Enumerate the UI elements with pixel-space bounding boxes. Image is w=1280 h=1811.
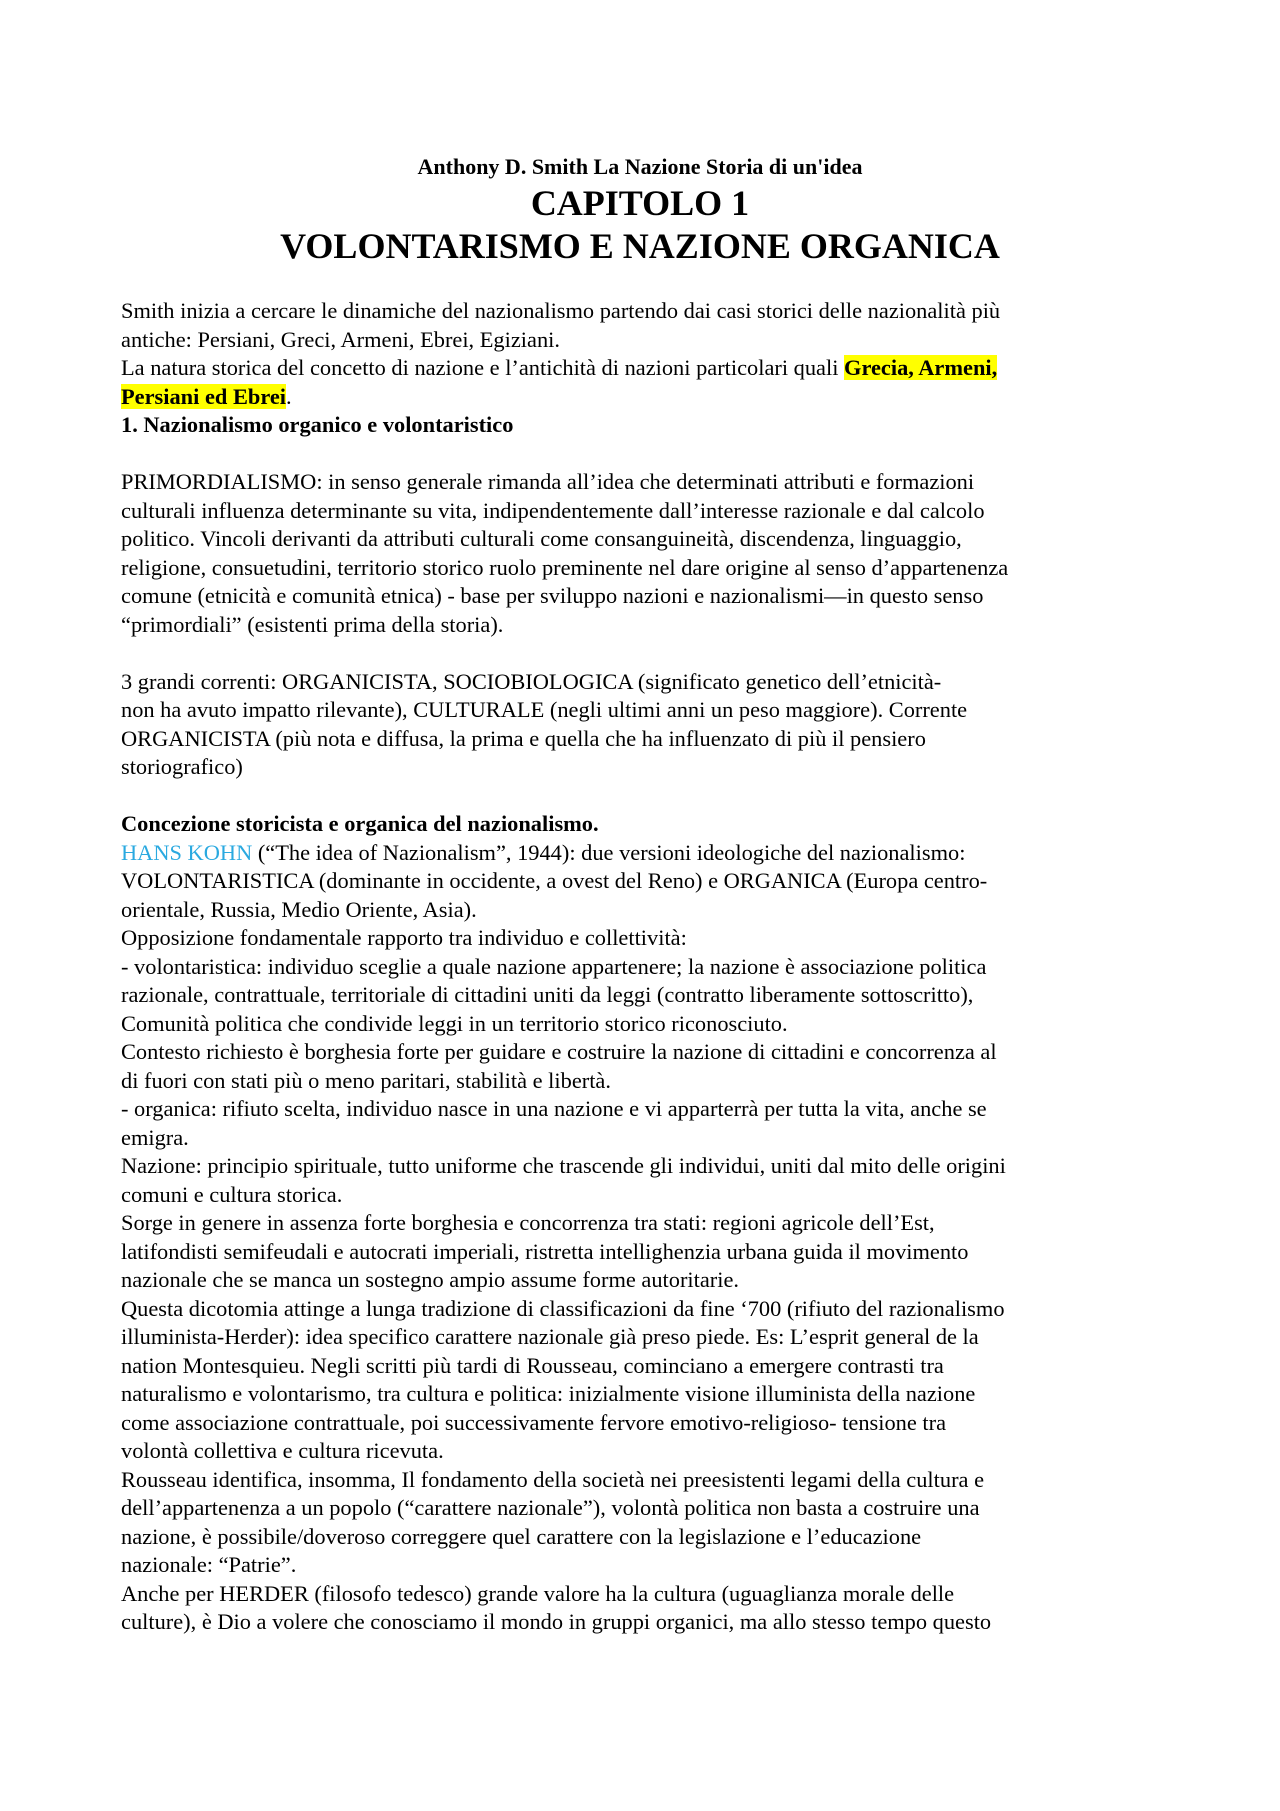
- chapter-heading: CAPITOLO 1: [530, 183, 750, 223]
- text-line: ORGANICISTA (più nota e diffusa, la prima e quella che ha influenzato di più il pensiero: [121, 725, 926, 751]
- text-line: politico. Vincoli derivanti da attributi culturali come consanguineità, discendenza, linguaggio,: [121, 526, 962, 551]
- text-line: nazione, è possibile/doveroso correggere quel carattere con la legislazione e l’educazione: [121, 1523, 922, 1549]
- text-line: “primordiali” (esistenti prima della storia).: [121, 611, 504, 637]
- text-span: (“The idea of Nazionalism”, 1944): due versioni ideologiche del nazionalismo:: [252, 839, 966, 865]
- text-line: nazionale: “Patrie”.: [121, 1552, 297, 1577]
- text-line: culture), è Dio a volere che conosciamo il mondo in gruppi organici, ma allo stesso tempo questo: [121, 1609, 992, 1634]
- text-line: comuni e cultura storica.: [121, 1181, 343, 1207]
- text-line: Rousseau identifica, insomma, Il fondamento della società nei preesistenti legami della cultura e: [121, 1466, 985, 1492]
- text-span: La natura storica del concetto di nazione e l’antichità di nazioni particolari quali: [121, 355, 845, 380]
- highlighted-text: Grecia, Armeni,: [844, 355, 998, 380]
- text-line: volontà collettiva e cultura ricevuta.: [121, 1438, 444, 1463]
- text-line: Sorge in genere in assenza forte borghesia e concorrenza tra stati: regioni agricole dell’Est,: [121, 1210, 935, 1235]
- text-line: di fuori con stati più o meno paritari, stabilità e libertà.: [121, 1067, 611, 1093]
- text-line: antiche: Persiani, Greci, Armeni, Ebrei, Egiziani.: [121, 326, 560, 352]
- text-span: .: [286, 383, 292, 409]
- text-line: naturalismo e volontarismo, tra cultura e politica: inizialmente visione illuminista della nazione: [121, 1381, 976, 1406]
- main-paragraphs: [121, 867, 1161, 1637]
- text-line: dell’appartenenza a un popolo (“carattere nazionale”), volontà politica non basta a costruire una: [121, 1495, 980, 1520]
- section-heading: 1. Nazionalismo organico e volontaristico: [121, 412, 514, 437]
- text-line: Anche per HERDER (filosofo tedesco) grande valore ha la cultura (uguaglianza morale delle: [121, 1580, 955, 1606]
- text-line: illuminista-Herder): idea specifico carattere nazionale già preso piede. Es: L’esprit general de la: [121, 1324, 979, 1349]
- section-heading: Concezione storicista e organica del nazionalismo.: [121, 811, 599, 836]
- text-line: orientale, Russia, Medio Oriente, Asia).: [121, 896, 477, 922]
- text-line: Opposizione fondamentale rapporto tra individuo e collettività:: [121, 925, 687, 950]
- text-line: nazionale che se manca un sostegno ampio assume forme autoritarie.: [121, 1267, 740, 1292]
- text-line: non ha avuto impatto rilevante), CULTURALE (negli ultimi anni un peso maggiore). Corrente: [121, 697, 968, 722]
- text-line: Questa dicotomia attinge a lunga tradizione di classificazioni da fine ‘700 (rifiuto del razionalismo: [121, 1295, 1005, 1321]
- text-line: latifondisti semifeudali e autocrati imperiali, ristretta intellighenzia urbana guida il movimento: [121, 1238, 969, 1264]
- primordialismo-paragraph: [121, 468, 1161, 639]
- text-line: 3 grandi correnti: ORGANICISTA, SOCIOBIOLOGICA (significato genetico dell’etnicità-: [121, 668, 942, 694]
- author-name-link[interactable]: HANS KOHN: [121, 839, 253, 865]
- text-line: VOLONTARISTICA (dominante in occidente, a ovest del Reno) e ORGANICA (Europa centro-: [121, 868, 988, 893]
- text-line: come associazione contrattuale, poi successivamente fervore emotivo-religioso- tensione tra: [121, 1409, 947, 1435]
- text-line: Nazione: principio spirituale, tutto uniforme che trascende gli individui, uniti dal mito delle origini: [121, 1153, 1006, 1178]
- text-line: PRIMORDIALISMO: in senso generale rimanda all’idea che determinati attributi e formazioni: [121, 469, 975, 494]
- text-line: - volontaristica: individuo sceglie a quale nazione appartenere; la nazione è associazione politica: [121, 953, 987, 979]
- text-line: [121, 839, 1161, 868]
- document-body: [121, 297, 1161, 1637]
- text-line: Contesto richiesto è borghesia forte per guidare e costruire la nazione di cittadini e concorrenza al: [121, 1039, 997, 1064]
- chapter-title: VOLONTARISMO E NAZIONE ORGANICA: [280, 226, 1000, 266]
- text-line: - organica: rifiuto scelta, individuo nasce in una nazione e vi apparterrà per tutta la vita, anche se: [121, 1096, 987, 1121]
- document-subtitle: Anthony D. Smith La Nazione Storia di un'idea: [417, 154, 863, 179]
- text-line: razionale, contrattuale, territoriale di cittadini uniti da leggi (contratto liberamente sottoscritto),: [121, 982, 974, 1007]
- text-line: [121, 354, 1161, 383]
- text-line: emigra.: [121, 1124, 189, 1150]
- text-line: nation Montesquieu. Negli scritti più tardi di Rousseau, cominciano a emergere contrasti tra: [121, 1352, 944, 1378]
- highlighted-text: Persiani ed Ebrei: [121, 383, 287, 409]
- text-line: Comunità politica che condivide leggi in un territorio storico riconosciuto.: [121, 1010, 788, 1036]
- text-line: storiografico): [121, 754, 243, 779]
- correnti-paragraph: [121, 668, 1161, 782]
- text-line: comune (etnicità e comunità etnica) - base per sviluppo nazioni e nazionalismi—in questo senso: [121, 583, 984, 608]
- text-line: culturali influenza determinante su vita, indipendentemente dall’interesse razionale e dal calcolo: [121, 497, 985, 523]
- text-line: [121, 383, 1161, 412]
- text-line: religione, consuetudini, territorio storico ruolo preminente nel dare origine al senso d’appartenenza: [121, 554, 1009, 580]
- text-line: Smith inizia a cercare le dinamiche del nazionalismo partendo dai casi storici delle nazionalità più: [121, 298, 1001, 323]
